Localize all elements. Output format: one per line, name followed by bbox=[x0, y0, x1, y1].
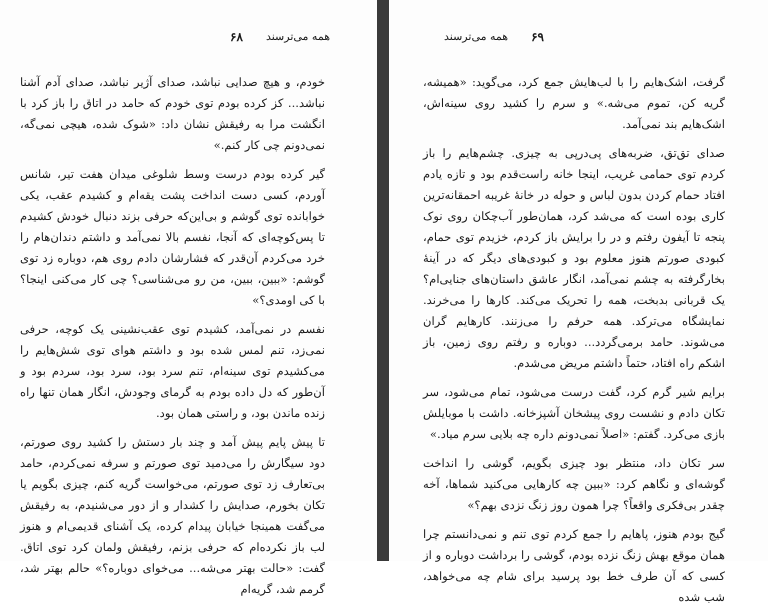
page-number: ۶۹ bbox=[531, 30, 544, 44]
left-page bbox=[0, 0, 377, 596]
paragraph: گیج بودم هنوز، پاهایم را جمع کردم توی تنم و نمی‌دانستم چرا همان موقع بهش زنگ نزده بودم، گوشی را برداشت دوباره و از کسی که آن طرف خط بود پرسید برای شام چه می‌خواهد، شب شده bbox=[423, 527, 725, 604]
page-number: ۶۸ bbox=[230, 30, 243, 44]
right-page bbox=[389, 0, 768, 604]
paragraph: برایم شیر گرم کرد، گفت درست می‌شود، تمام می‌شود، سر تکان دادم و نشست روی پیشخان آشپزخانه. داشت با موبایلش بازی می‌کرد. گفتم: «اصلاً نمی‌دونم داره چه بلایی سرم میاد.» bbox=[423, 385, 725, 441]
paragraph: سر تکان داد، منتظر بود چیزی بگویم، گوشی را انداخت گوشه‌ای و نگاهم کرد: «ببین چه کارهایی می‌کنید شماها، آخه چقدر بی‌فکری واقعاً؟ چرا همون روز زنگ نزدی بهم؟» bbox=[423, 456, 725, 512]
book-gutter bbox=[377, 0, 389, 561]
paragraph: خودم، و هیچ صدایی نباشد، صدای آژیر نباشد، صدای آدم آشنا نباشد... کز کرده بودم توی خودم که حامد در اتاق را باز کرد با انگشت مرا به رفیقش نشان داد: «شوک شده، هیچی نمی‌گه، نمی‌دونم چی کار کنم.» bbox=[20, 75, 325, 152]
left-page-header bbox=[230, 30, 330, 48]
running-head: همه می‌ترسند bbox=[265, 30, 330, 43]
paragraph: تا پیش پایم پیش آمد و چند بار دستش را کشید روی صورتم، دود سیگارش را می‌دمید توی صورتم و سرفه نمی‌کردم، حامد بی‌تعارف زد توی صورتم، می‌خواست گریه کنم، چیزی بگویم یا تکان بخورم، صدایش را کشدار و از دور می‌شنیدم، به رفیقش می‌گفت همینجا خیابان پیدام کرده، یک آشنای قدیمی‌ام و هنوز لب باز نکرده‌ام که حرفی بزنم، رفیقش ولمان کرد توی اتاق. گفت: «حالت بهتر می‌شه... می‌خوای دوباره؟» حالم بهتر شد، گرمم شد، گریه‌ام bbox=[20, 435, 325, 596]
paragraph: گیر کرده بودم درست وسط شلوغی میدان هفت تیر، شانس آوردم، کسی دست انداخت پشت یقه‌ام و کشیدم عقب، یکی خوابانده توی گوشم و بی‌این‌که حرفی بزند دنبال خودش کشیدم تا پس‌کوچه‌ای که آنجا، نفسم بالا نمی‌آمد و داشتم دندان‌هام را خرد می‌کردم آن‌قدر که فشارشان دادم روی هم، دوباره زد توی گوشم: «ببین، ببین، من رو می‌شناسی؟ چی کار می‌کنی اینجا؟ با کی اومدی؟» bbox=[20, 167, 325, 307]
paragraph: نفسم در نمی‌آمد، کشیدم توی عقب‌نشینی یک کوچه، حرفی نمی‌زد، تنم لمس شده بود و داشتم هوای توی شش‌هایم را می‌کشیدم توی سینه‌ام، تنم سرد بود، سرد بود، سردم بود و آن‌طور که دل داده بودم به گرمای وجودش، انگار همان تنها راه زنده ماندن بود، و راستی همان بود. bbox=[20, 322, 325, 420]
paragraph: صدای تق‌تق، ضربه‌های پی‌درپی به چیزی. چشم‌هایم را باز کردم توی حمامی غریب، اینجا خانه راست‌قدم بود و تازه یادم افتاد حمام کردن بدون لباس و حوله در خانهٔ غریبه احمقانه‌ترین کاری بوده است که می‌شد کرد، همان‌طور آب‌چکان روی نوک پنجه تا آیفون رفتم و در را برایش باز کردم، خزیدم توی حمام، کبودی صورتم هنوز معلوم بود و کبودی‌های دیگر که در آینهٔ بخارگرفته به چشم نمی‌آمد، انگار عاشق داستان‌های جنایی‌ام؟ یک قربانی بدبخت، همه را تحریک می‌کند. کارها را می‌خرند. نمایشگاه می‌ترکد. همه حرفم را می‌زنند. کارهایم گران می‌شوند. حامد برمی‌گردد... دوباره و رفتم روی زمین، باز اشکم راه افتاد، حتماً داشتم مریض می‌شدم. bbox=[423, 146, 725, 370]
paragraph: گرفت، اشک‌هایم را با لب‌هایش جمع کرد، می‌گوید: «همیشه، گریه کن، تموم می‌شه.» و سرم را کشید روی سینه‌اش، اشک‌هایم بند نمی‌آمد. bbox=[423, 75, 725, 131]
left-page-body bbox=[20, 72, 325, 608]
running-head: همه می‌ترسند bbox=[444, 30, 509, 43]
right-page-header bbox=[444, 30, 544, 48]
right-page-body bbox=[423, 72, 725, 616]
